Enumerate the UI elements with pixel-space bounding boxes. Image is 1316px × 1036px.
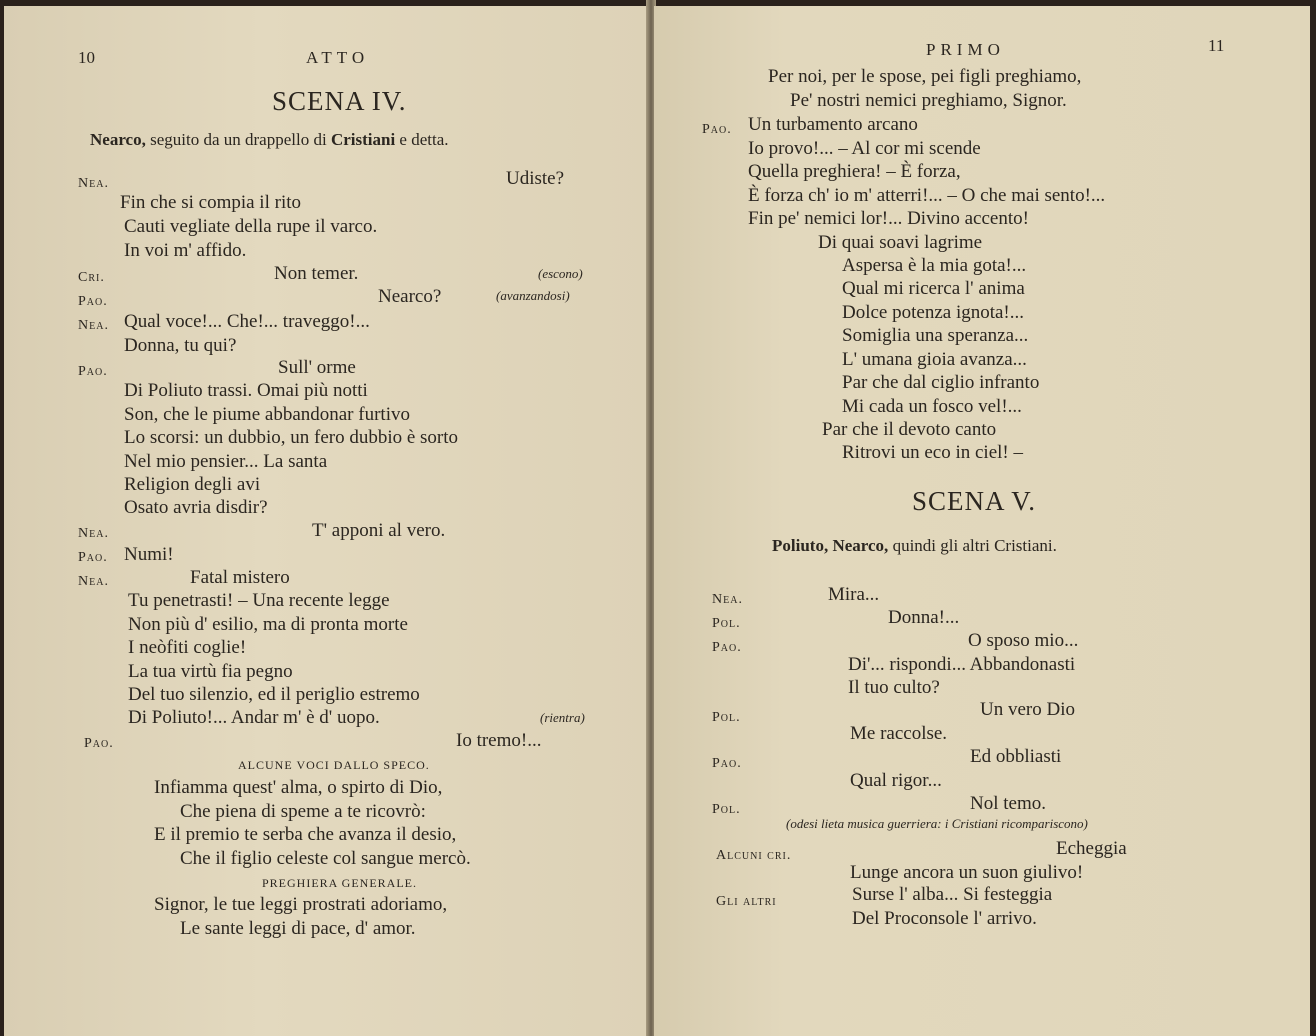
speaker: Gli altri — [716, 894, 777, 909]
speaker: Pol. — [712, 616, 741, 631]
verse-line: Me raccolse. — [850, 723, 948, 744]
verse-line: Par che dal ciglio infranto — [842, 372, 1040, 393]
verse-line: Son, che le piume abbandonar furtivo — [124, 404, 410, 425]
speaker: Nea. — [78, 526, 109, 541]
verse-line: Io tremo!... — [456, 730, 542, 751]
verse-line: Nearco? — [378, 286, 442, 307]
verse-line: Cauti vegliate della rupe il varco. — [124, 216, 378, 237]
stage-direction: (escono) — [538, 266, 583, 281]
speaker: Pao. — [78, 550, 108, 565]
verse-line: Infiamma quest' alma, o spirto di Dio, — [154, 777, 443, 798]
verse-line: Ritrovi un eco in ciel! – — [842, 442, 1023, 463]
speaker: Pao. — [78, 294, 108, 309]
speaker: Pao. — [84, 736, 114, 751]
stage-direction — [90, 130, 449, 150]
verse-line: Lo scorsi: un dubbio, un fero dubbio è sorto — [124, 427, 459, 448]
speaker: Pao. — [712, 640, 742, 655]
character-name: Cristiani — [330, 130, 396, 149]
verse-line: Somiglia una speranza... — [842, 325, 1029, 346]
character-name: Nearco, — [90, 130, 146, 149]
verse-line: Sull' orme — [278, 357, 356, 378]
verse-line: Qual voce!... Che!... traveggo!... — [124, 311, 370, 332]
page-number: 10 — [78, 48, 95, 67]
speaker: Nea. — [78, 574, 109, 589]
verse-line: Dolce potenza ignota!... — [842, 302, 1025, 323]
direction-text: quindi gli altri Cristiani. — [892, 536, 1057, 555]
scene-title: SCENA V. — [912, 486, 1037, 516]
verse-line: Che piena di speme a te ricovrò: — [180, 801, 426, 822]
verse-line: Il tuo culto? — [848, 677, 940, 698]
speaker: Pao. — [712, 756, 742, 771]
page-number: 11 — [1208, 36, 1225, 55]
verse-line: L' umana gioia avanza... — [842, 349, 1027, 370]
section-heading: PREGHIERA GENERALE. — [262, 876, 417, 890]
verse-line: In voi m' affido. — [124, 240, 247, 261]
verse-line: Nel mio pensier... La santa — [124, 451, 328, 472]
stage-direction — [772, 536, 1057, 556]
verse-line: Fin pe' nemici lor!... Divino accento! — [748, 208, 1029, 229]
speaker: Pao. — [702, 122, 732, 137]
verse-line: Lunge ancora un suon giulivo! — [850, 862, 1084, 883]
speaker: Nea. — [78, 176, 109, 191]
verse-line: Mi cada un fosco vel!... — [842, 396, 1022, 417]
verse-line: Quella preghiera! – È forza, — [748, 161, 961, 182]
verse-line: Aspersa è la mia gota!... — [842, 255, 1027, 276]
verse-line: Mira... — [828, 584, 880, 605]
scene-title: SCENA IV. — [272, 86, 407, 116]
verse-line: Non temer. — [274, 263, 359, 284]
verse-line: Qual rigor... — [850, 770, 942, 791]
verse-line: Per noi, per le spose, pei figli preghiamo, — [768, 66, 1082, 87]
character-name: Poliuto, — [772, 536, 829, 555]
verse-line: Di quai soavi lagrime — [818, 232, 983, 253]
verse-line: Che il figlio celeste col sangue mercò. — [180, 848, 471, 869]
verse-line: I neòfiti coglie! — [128, 637, 247, 658]
stage-direction: (avanzandosi) — [496, 288, 570, 303]
verse-line: Surse l' alba... Si festeggia — [852, 884, 1053, 905]
verse-line: Osato avria disdir? — [124, 497, 268, 518]
verse-line: E il premio te serba che avanza il desio, — [154, 824, 457, 845]
verse-line: Di'... rispondi... Abbandonasti — [848, 654, 1076, 675]
verse-line: È forza ch' io m' atterri!... – O che mai sento!... — [748, 185, 1106, 206]
speaker: Alcuni cri. — [716, 848, 792, 863]
verse-line: Un vero Dio — [980, 699, 1075, 720]
verse-line: O sposo mio... — [968, 630, 1079, 651]
verse-line: La tua virtù fia pegno — [128, 661, 293, 682]
section-heading: ALCUNE VOCI DALLO SPECO. — [238, 758, 430, 772]
speaker: Pol. — [712, 802, 741, 817]
stage-direction: (rientra) — [540, 710, 585, 725]
direction-text: seguito da un drappello di — [150, 130, 327, 149]
left-page — [4, 6, 650, 1036]
verse-line: Numi! — [124, 544, 174, 565]
speaker: Pol. — [712, 710, 741, 725]
speaker: Cri. — [78, 270, 105, 285]
verse-line: Udiste? — [506, 168, 565, 189]
verse-line: Di Poliuto trassi. Omai più notti — [124, 380, 368, 401]
running-head: ATTO — [306, 48, 370, 67]
verse-line: Non più d' esilio, ma di pronta morte — [128, 614, 408, 635]
verse-line: Tu penetrasti! – Una recente legge — [128, 590, 390, 611]
verse-line: Par che il devoto canto — [822, 419, 997, 440]
verse-line: Io provo!... – Al cor mi scende — [748, 138, 981, 159]
verse-line: Fin che si compia il rito — [120, 192, 302, 213]
verse-line: Donna!... — [888, 607, 960, 628]
verse-line: Echeggia — [1056, 838, 1127, 859]
verse-line: Pe' nostri nemici preghiamo, Signor. — [790, 90, 1067, 111]
verse-line: Un turbamento arcano — [748, 114, 918, 135]
verse-line: Di Poliuto!... Andar m' è d' uopo. — [128, 707, 380, 728]
verse-line: Nol temo. — [970, 793, 1046, 814]
running-head: PRIMO — [926, 40, 1005, 59]
right-page — [654, 6, 1310, 1036]
verse-line: Fatal mistero — [190, 567, 290, 588]
verse-line: Signor, le tue leggi prostrati adoriamo, — [154, 894, 448, 915]
verse-line: Le sante leggi di pace, d' amor. — [180, 918, 416, 939]
verse-line: Ed obbliasti — [970, 746, 1062, 767]
character-name: Nearco, — [832, 536, 889, 555]
verse-line: T' apponi al vero. — [312, 520, 446, 541]
verse-line: Del Proconsole l' arrivo. — [852, 908, 1037, 929]
speaker: Pao. — [78, 364, 108, 379]
verse-line: Religion degli avi — [124, 474, 261, 495]
verse-line: Qual mi ricerca l' anima — [842, 278, 1025, 299]
verse-line: Del tuo silenzio, ed il periglio estremo — [128, 684, 420, 705]
verse-line: Donna, tu qui? — [124, 335, 237, 356]
stage-direction: (odesi lieta musica guerriera: i Cristiani ricompariscono) — [786, 816, 1088, 831]
direction-text: e detta. — [399, 130, 449, 149]
speaker: Nea. — [78, 318, 109, 333]
speaker: Nea. — [712, 592, 743, 607]
